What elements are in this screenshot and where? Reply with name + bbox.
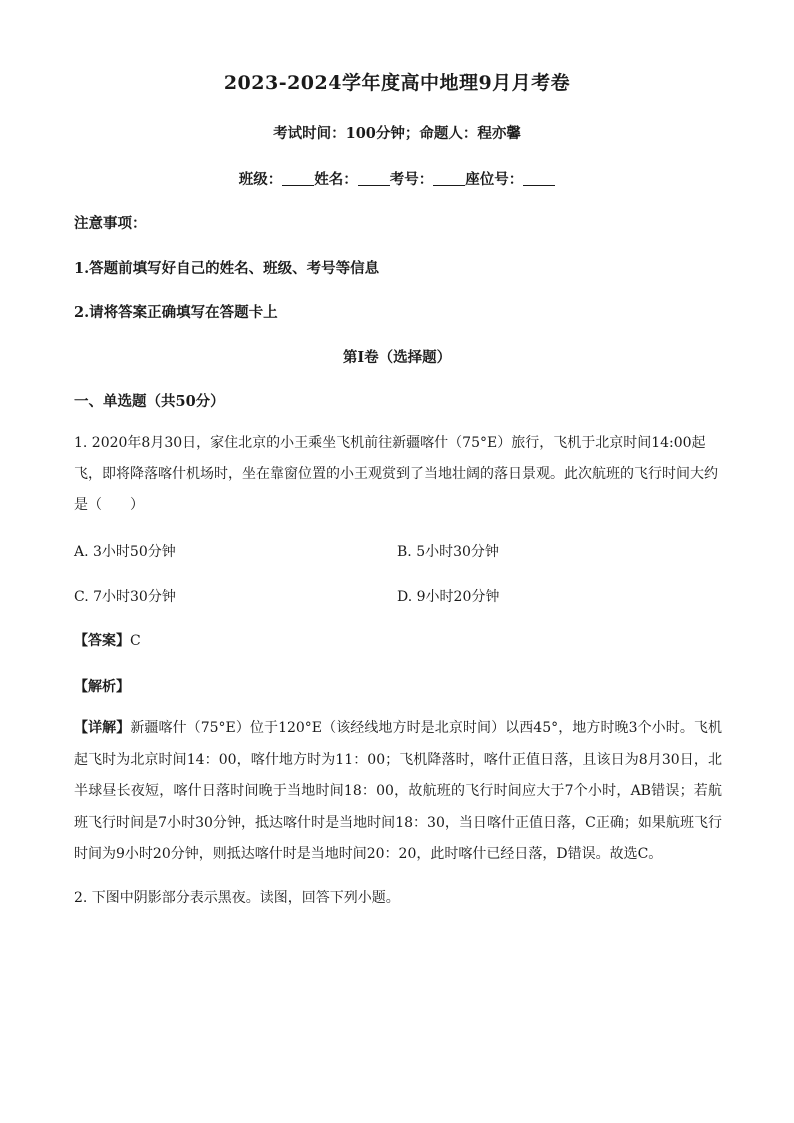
exam-no-blank[interactable] — [433, 171, 465, 186]
exam-info: 考试时间：100分钟；命题人：程亦馨 — [273, 125, 521, 142]
detail-paragraph — [74, 713, 722, 871]
analysis-label: 【解析】 — [74, 679, 130, 695]
volume-title: 第I卷（选择题） — [342, 349, 452, 366]
answer-label: 【答案】 — [74, 633, 130, 649]
seat-label: 座位号： — [465, 171, 524, 188]
question-1-option-d[interactable]: D. 9小时20分钟 — [397, 589, 500, 605]
exam-title: 2023-2024学年度高中地理9月月考卷 — [223, 72, 571, 94]
notice-heading: 注意事项： — [74, 215, 147, 232]
student-info-line — [0, 168, 794, 189]
name-label: 姓名： — [314, 171, 358, 188]
notice-item: 1.答题前填写好自己的姓名、班级、考号等信息 — [74, 260, 380, 277]
seat-blank[interactable] — [523, 171, 555, 186]
question-1-option-b[interactable]: B. 5小时30分钟 — [397, 544, 499, 560]
answer-line — [74, 630, 141, 650]
question-2-text: 2. 下图中阴影部分表示黑夜。读图，回答下列小题。 — [74, 890, 400, 906]
class-blank[interactable] — [282, 171, 314, 186]
section-title: 一、单选题（共50分） — [74, 393, 225, 410]
question-1-option-a[interactable]: A. 3小时50分钟 — [74, 544, 176, 560]
question-1-text: 1. 2020年8月30日，家住北京的小王乘坐飞机前往新疆喀什（75°E）旅行，飞机于北京时间14:00起飞，即将降落喀什机场时，坐在靠窗位置的小王观赏到了当地壮阔的落日景观。此次航班的飞行时间大约是（ ） — [74, 435, 718, 513]
notice-item: 2.请将答案正确填写在答题卡上 — [74, 304, 278, 321]
detail-tag: 【详解】 — [74, 720, 131, 736]
exam-no-label: 考号： — [389, 171, 434, 188]
question-1-option-c[interactable]: C. 7小时30分钟 — [74, 589, 176, 605]
detail-text: 新疆喀什（75°E）位于120°E（该经线地方时是北京时间）以西45°，地方时晚3个小时。飞机起飞时为北京时间14：00，喀什地方时为11：00；飞机降落时，喀什正值日落，且该日为8月30日，北半球昼长夜短，喀什日落时间晚于当地时间18：00，故航班的飞行时间应大于7个小时，AB错误；若航班飞行时间是7小时30分钟，抵达喀什时是当地时间18：30，当日喀什正值日落，C正确；如果航班飞行时间为9小时20分钟，则抵达喀什时是当地时间20：20，此时喀什已经日落，D错误。故选C。 — [74, 720, 722, 862]
answer-value: C — [130, 633, 141, 649]
name-blank[interactable] — [358, 171, 390, 186]
class-label: 班级： — [238, 171, 283, 188]
